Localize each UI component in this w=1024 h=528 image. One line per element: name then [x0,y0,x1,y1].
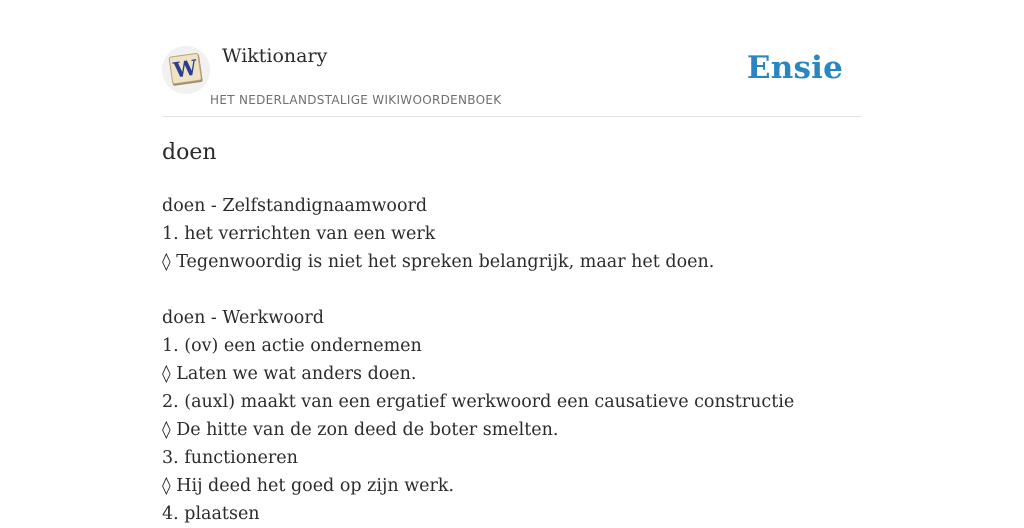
page [162,0,862,524]
site-tagline: HET NEDERLANDSTALIGE WIKIWOORDENBOEK [210,93,502,107]
site-header [162,0,862,117]
example-line: ◊ Hij deed het goed op zijn werk. [162,476,455,496]
section-spacer [162,276,862,304]
definition-line: 2. (auxl) maakt van een ergatief werkwoord een causatieve constructie [162,392,795,412]
wiktionary-logo-icon[interactable] [162,46,210,94]
site-name-link[interactable]: Wiktionary [222,45,328,67]
definition-line: 4. plaatsen [162,504,260,524]
example-line: ◊ Tegenwoordig is niet het spreken belangrijk, maar het doen. [162,252,715,272]
entry-title: doen [162,140,217,165]
section-heading: doen - Werkwoord [162,308,324,328]
svg-text:W: W [171,54,199,83]
section-heading: doen - Zelfstandignaamwoord [162,196,428,216]
definitions-body [162,192,862,528]
example-line: ◊ Laten we wat anders doen. [162,364,417,384]
definition-line: 1. (ov) een actie ondernemen [162,336,422,356]
definition-section-noun [162,192,862,276]
example-line: ◊ De hitte van de zon deed de boter smelten. [162,420,559,440]
definition-line: 3. functioneren [162,448,298,468]
definition-section-verb [162,304,862,528]
definition-line: 1. het verrichten van een werk [162,224,436,244]
ensie-brand-link[interactable]: Ensie [746,50,843,86]
